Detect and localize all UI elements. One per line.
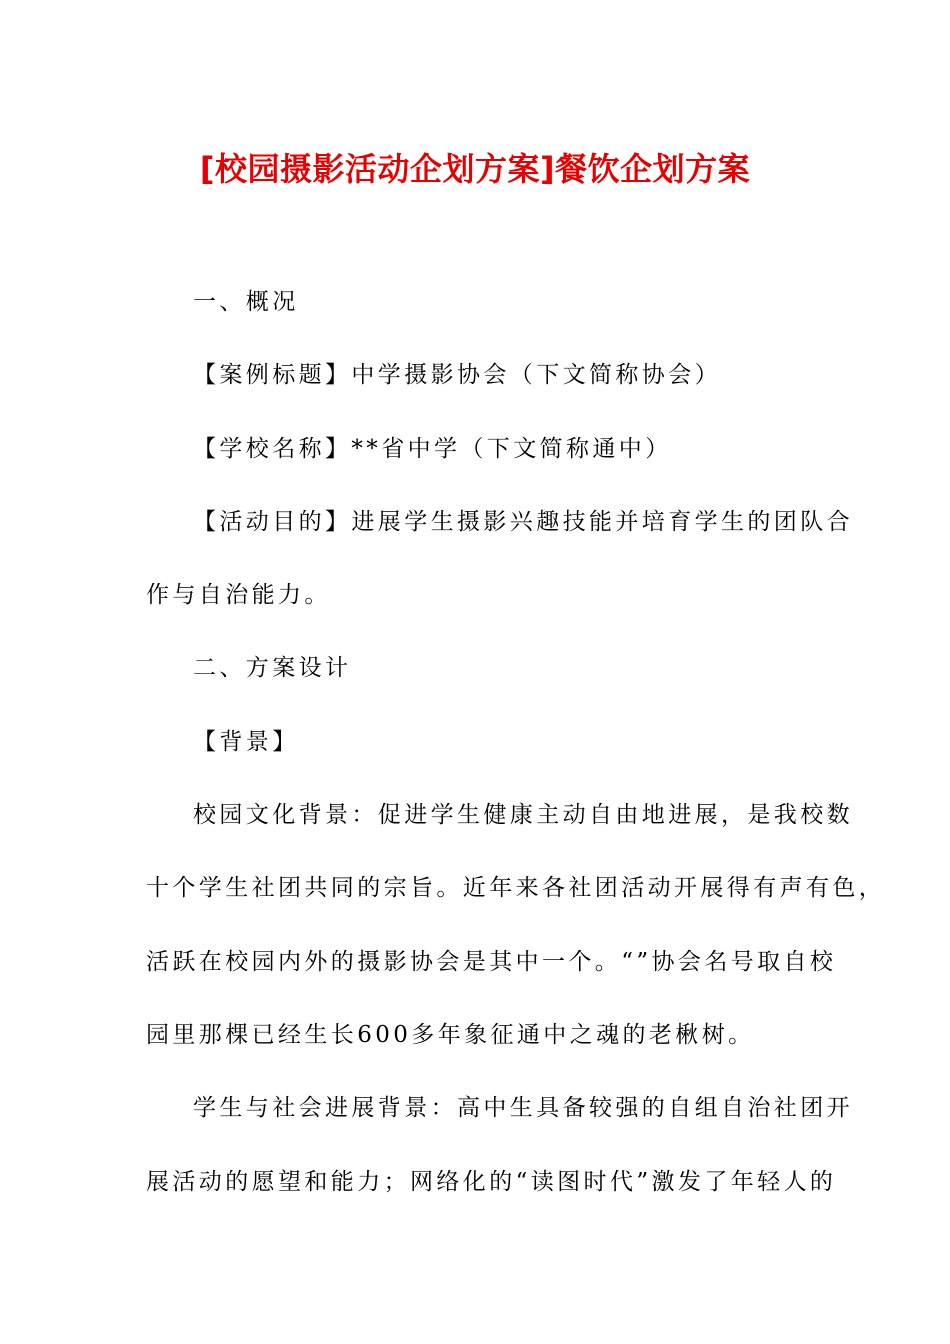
paragraph-case-title: 【案例标题】中学摄影协会（下文简称协会） xyxy=(193,362,721,389)
paragraph-campus-culture-cont-1: 十个学生社团共同的宗旨。近年来各社团活动开展得有声有色， xyxy=(146,875,886,902)
paragraph-activity-purpose: 【活动目的】进展学生摄影兴趣技能并培育学生的团队合 xyxy=(193,508,853,535)
document-title: [校园摄影活动企划方案]餐饮企划方案 xyxy=(199,150,751,188)
paragraph-campus-culture-cont-2: 活跃在校园内外的摄影协会是其中一个。“”协会名号取自校 xyxy=(146,948,837,975)
paragraph-campus-culture-cont-3: 园里那棵已经生长600多年象征通中之魂的老楸树。 xyxy=(146,1021,755,1048)
section-heading-overview: 一、概况 xyxy=(193,289,299,315)
paragraph-school-name: 【学校名称】**省中学（下文简称通中） xyxy=(193,435,672,462)
paragraph-campus-culture: 校园文化背景：促进学生健康主动自由地进展，是我校数 xyxy=(193,802,853,829)
subheading-background: 【背景】 xyxy=(193,728,299,755)
section-heading-plan-design: 二、方案设计 xyxy=(193,655,352,682)
paragraph-activity-purpose-cont: 作与自治能力。 xyxy=(146,582,331,609)
paragraph-social-background-cont: 展活动的愿望和能力；网络化的“读图时代”激发了年轻人的 xyxy=(146,1168,837,1195)
document-body xyxy=(146,279,886,1232)
paragraph-social-background: 学生与社会进展背景：高中生具备较强的自组自治社团开 xyxy=(193,1095,853,1122)
